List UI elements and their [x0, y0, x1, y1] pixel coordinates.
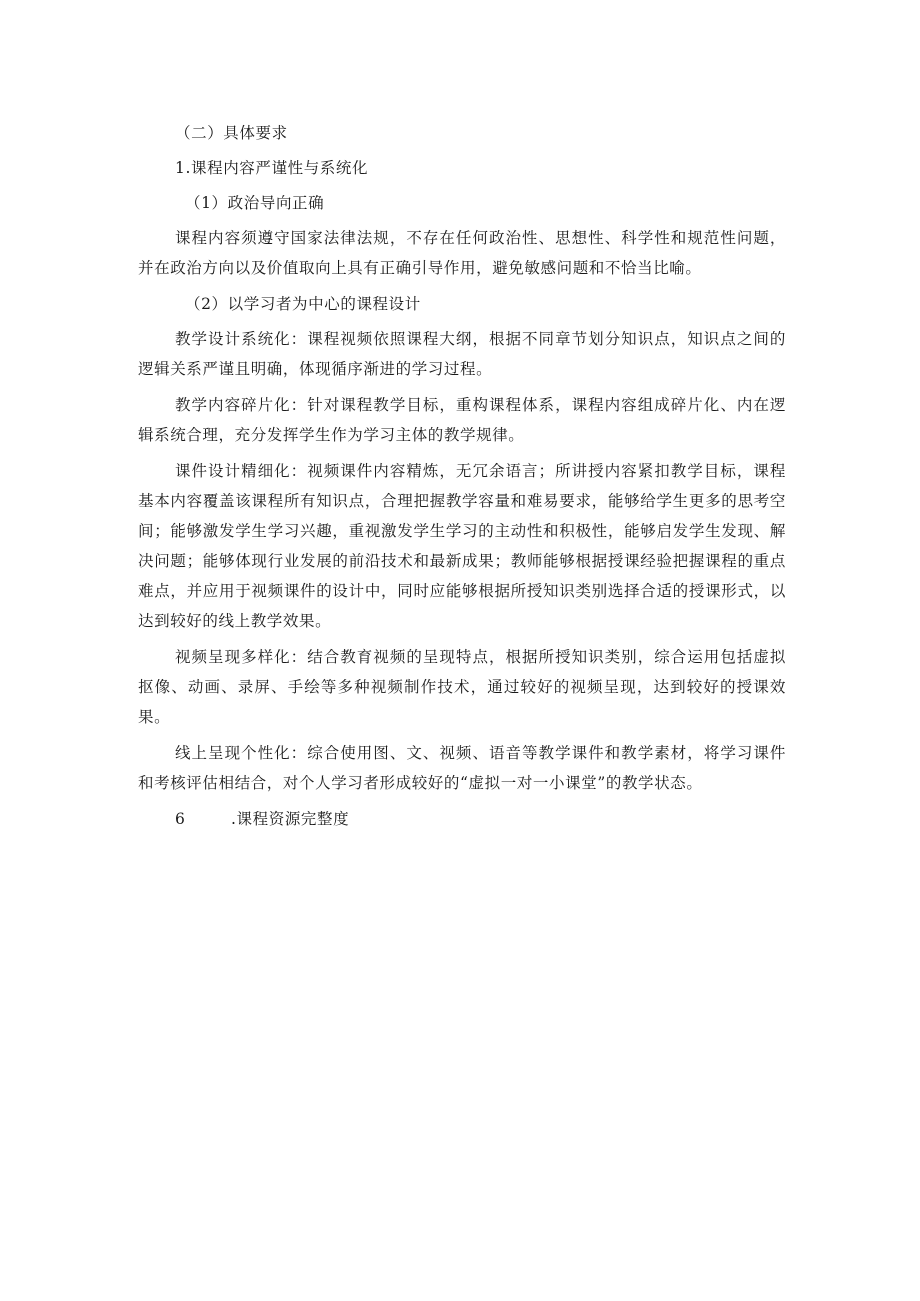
- section-heading: （二）具体要求: [175, 124, 288, 142]
- paragraph-content-fragmentation: 教学内容碎片化：针对课程教学目标，重构课程体系，课程内容组成碎片化、内在逻辑系统合理，充分发挥学生作为学习主体的教学规律。: [138, 396, 786, 444]
- paragraph-political: 课程内容须遵守国家法律法规，不存在任何政治性、思想性、科学性和规范性问题，并在政治方向以及价值取向上具有正确引导作用，避免敏感问题和不恰当比喻。: [138, 229, 786, 277]
- item-title: .课程资源完整度: [231, 810, 350, 828]
- item-heading: 1.课程内容严谨性与系统化: [175, 159, 369, 177]
- paragraph-online-personalization: 线上呈现个性化：综合使用图、文、视频、语音等教学课件和教学素材，将学习课件和考核评估相结合，对个人学习者形成较好的“虚拟一对一小课堂”的教学状态。: [138, 744, 786, 792]
- paragraph-teaching-design: 教学设计系统化：课程视频依照课程大纲，根据不同章节划分知识点，知识点之间的逻辑关系严谨且明确，体现循序渐进的学习过程。: [138, 330, 786, 378]
- paragraph-video-presentation: 视频呈现多样化：结合教育视频的呈现特点，根据所授知识类别，综合运用包括虚拟抠像、动画、录屏、手绘等多种视频制作技术，通过较好的视频呈现，达到较好的授课效果。: [138, 648, 786, 726]
- sub-heading-learner-centered: （2）以学习者为中心的课程设计: [185, 295, 421, 313]
- paragraph-courseware-design: 课件设计精细化：视频课件内容精炼，无冗余语言；所讲授内容紧扣教学目标，课程基本内容覆盖该课程所有知识点，合理把握教学容量和难易要求，能够给学生更多的思考空间；能够激发学生学习兴趣，重视激发学生学习的主动性和积极性，能够启发学生发现、解决问题；能够体现行业发展的前沿技术和最新成果；教师能够根据授课经验把握课程的重点难点，并应用于视频课件的设计中，同时应能够根据所授知识类别选择合适的授课形式，以达到较好的线上教学效果。: [138, 462, 786, 630]
- sub-heading-political: （1）政治导向正确: [185, 194, 325, 212]
- item-heading-resources: [138, 804, 786, 834]
- document-body: [138, 118, 786, 834]
- item-number: 6: [175, 810, 186, 828]
